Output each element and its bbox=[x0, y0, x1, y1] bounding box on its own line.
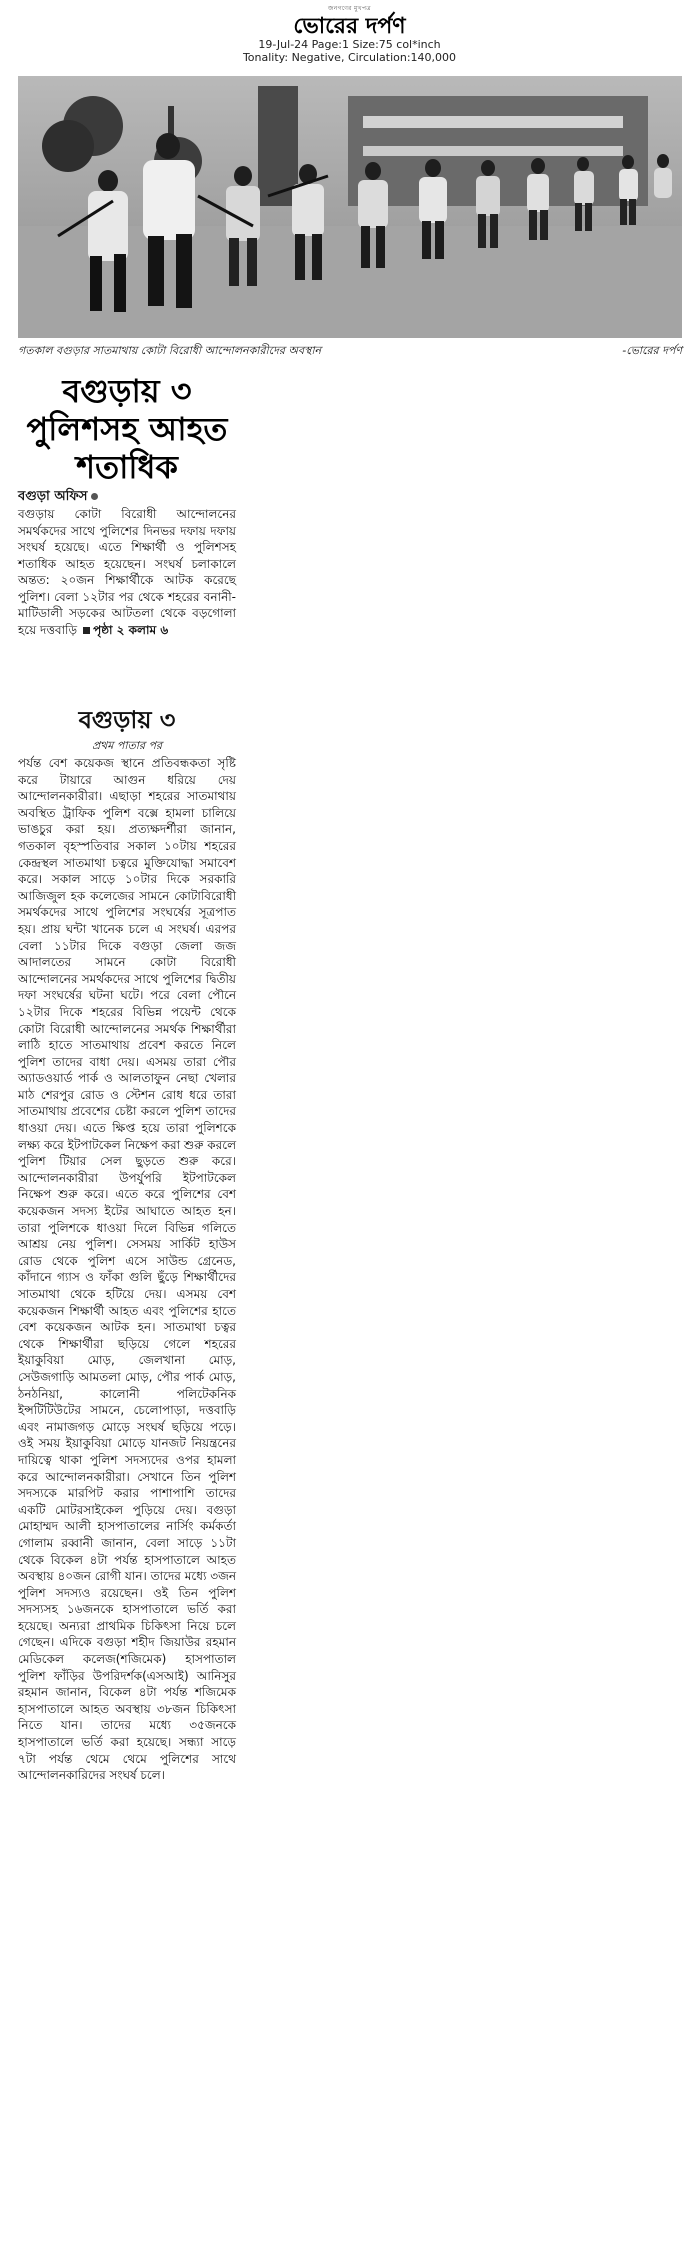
article-byline bbox=[18, 487, 236, 508]
newspaper-tagline: জনগণের মুখপত্র bbox=[328, 5, 371, 12]
byline-text: বগুড়া অফিস bbox=[18, 489, 88, 504]
photo-credit: -ভোরের দর্পণ bbox=[622, 344, 682, 357]
lead-text: বগুড়ায় কোটা বিরোধী আন্দোলনের সমর্থকদের সাথে পুলিশের দিনভর দফায় দফায় সংঘর্ষ হয়েছে। এতে শিক্ষার্থী ও পুলিশসহ শতাধিক আহত হয়েছেন। সংঘর্ষ চলাকালে অন্তত: ২০জন শিক্ষার্থীকে আটক করেছে পুলিশ। বেলা ১২টার পর থেকে শহরের বনানী-মাটিডালী সড়কের আটতলা থেকে বড়গোলা হয়ে দত্তবাড়ি bbox=[18, 507, 236, 637]
continuation-headline: বগুড়ায় ৩ bbox=[78, 706, 176, 734]
continuation-subtitle: প্রথম পাতার পর bbox=[91, 739, 163, 752]
bullet-icon bbox=[91, 493, 98, 500]
clip-meta-date-page: 19-Jul-24 Page:1 Size:75 col*inch bbox=[258, 38, 441, 51]
article-lead bbox=[18, 506, 236, 638]
photo-caption-row bbox=[18, 342, 682, 358]
newspaper-name: ভোরের দর্পণ bbox=[293, 13, 406, 39]
news-photo bbox=[18, 76, 682, 338]
continued-on-note: পৃষ্ঠা ২ কলাম ৬ bbox=[93, 622, 169, 637]
clip-meta-tonality: Tonality: Negative, Circulation:140,000 bbox=[242, 51, 457, 64]
masthead bbox=[0, 0, 699, 64]
protest-photo-image bbox=[18, 76, 682, 338]
photo-caption: গতকাল বগুড়ার সাতমাথায় কোটা বিরোধী আন্দোলনকারীদের অবস্থান bbox=[18, 344, 322, 357]
article-headline: বগুড়ায় ৩ পুলিশসহ আহত শতাধিক bbox=[26, 372, 228, 486]
square-bullet-icon bbox=[83, 627, 90, 634]
article-body: পর্যন্ত বেশ কয়েকজ স্থানে প্রতিবন্ধকতা সৃষ্টি করে টায়ারে আগুন ধরিয়ে দেয় আন্দোলনকারীরা। এছাড়া শহরের সাতমাথায় অবস্থিত ট্রাফিক পুলিশ বক্সে হামলা চালিয়ে ভাঙচুর করা হয়। প্রত্যক্ষদর্শীরা জানান, গতকাল বৃহস্পতিবার সকাল ১০টায় শহরের কেন্দ্রস্থল সাতমাথা চত্বরে মুক্তিযোদ্ধা সমাবেশ করে। সকাল সাড়ে ১০টার দিকে সরকারি আজিজুল হক কলেজের সামনে কোটাবিরোধী সমর্থকদের সাথে পুলিশের সংঘর্ষের সূত্রপাত হয়। প্রায় ঘন্টা খানেক চলে এ সংঘর্ষ। এরপর বেলা ১১টার দিকে বগুড়া জেলা জজ আদালতের সামনে কোটা বিরোধী আন্দোলনের সমর্থকদের সাথে পুলিশের দ্বিতীয় দফা সংঘর্ষের ঘটনা ঘটে। পরে বেলা পৌনে ১২টার দিকে শহরের বিভিন্ন পয়েন্ট থেকে কোটা বিরোধী আন্দোলনের সমর্থক শিক্ষার্থীরা লাঠি হাতে সাতমাথায় প্রবেশ করতে নিলে পুলিশ তাদের বাধা দেয়। এসময় তারা পৌর অ্যাডওয়ার্ড পার্ক ও আলতাফুন নেছা খেলার মাঠ শেরপুর রোড ও স্টেশন রোধ ধরে তারা সাতমাথায় প্রবেশের চেষ্টা করলে পুলিশ তাদের ধাওয়া দেয়। এতে ক্ষিপ্ত হয়ে তারা পুলিশকে লক্ষ্য করে ইটপাটকেল নিক্ষেপ করা শুরু করলে পুলিশ টিয়ার সেল ছুড়তে শুরু করে। আন্দোলনকারীরা উপর্যুপরি ইটপাটকেল নিক্ষেপ শুরু করে। এতে করে পুলিশের বেশ কয়েকজন সদস্য ইটের আঘাতে আহত হন। তারা পুলিশকে ধাওয়া দিলে বিভিন্ন গলিতে আশ্রয় নেয় পুলিশ। সেসময় সার্কিট হাউস রোড থেকে পুলিশ এসে সাউন্ড গ্রেনেড, কাঁদানে গ্যাস ও ফাঁকা গুলি ছুঁড়ে শিক্ষার্থীদের সাতমাথা থেকে হটিয়ে দেয়। এসময় বেশ কয়েকজন শিক্ষার্থী আহত এবং পুলিশের হাতে বেশ কয়েকজন আটক হন। সাতমাথা চত্বর থেকে শিক্ষার্থীরা ছড়িয়ে গেলে শহরের ইয়াকুবিয়া মোড়, জেলখানা মোড়, সেউজগাড়ি আমতলা মোড়, পৌর পার্ক মোড়, ঠনঠনিয়া, কালোনী পলিটেকনিক ইন্সটিটিউটের সামনে, চেলোপাড়া, দত্তবাড়ি এবং নামাজগড় মোড়ে সংঘর্ষ ছড়িয়ে পড়ে। ওই সময় ইয়াকুবিয়া মোড়ে যানজট নিয়ন্ত্রনের দায়িত্বে থাকা পুলিশ সদস্যদের ওপর হামলা করে আন্দোলনকারীরা। সেখানে তিন পুলিশ সদস্যকে মারপিট করার পাশাপাশি তাদের একটি মোটরসাইকেল পুড়িয়ে দেয়। বগুড়া মোহাম্মদ আলী হাসপাতালের নার্সিং কর্মকর্তা গোলাম রব্বানী জানান, বেলা সাড়ে ১১টা থেকে বিকেল ৪টা পর্যন্ত হাসপাতালে আহত অবস্থায় ৪০জন রোগী যান। তাদের মধ্যে ৩জন পুলিশ সদস্যও রয়েছেন। ওই তিন পুলিশ সদস্যসহ ১৬জনকে হাসপাতালে ভর্তি করা হয়েছে। অন্যরা প্রাথমিক চিকিৎসা নিয়ে চলে গেছেন। এদিকে বগুড়া শহীদ জিয়াউর রহমান মেডিকেল কলেজ(শজিমেক) হাসপাতাল পুলিশ ফাঁড়ির উপরিদর্শক(এসআই) আনিসুর রহমান জানান, বিকেল ৪টা পর্যন্ত শজিমেক হাসপাতালে আহত অবস্থায় ৩৮জন চিকিৎসা নিতে যান। তাদের মধ্যে ৩৫জনকে হাসপাতালে ভর্তি করা হয়েছে। সন্ধ্যা সাড়ে ৭টা পর্যন্ত থেমে থেমে পুলিশের সাথে আন্দোলনকারিদের সংঘর্ষ চলে। bbox=[18, 756, 237, 1783]
